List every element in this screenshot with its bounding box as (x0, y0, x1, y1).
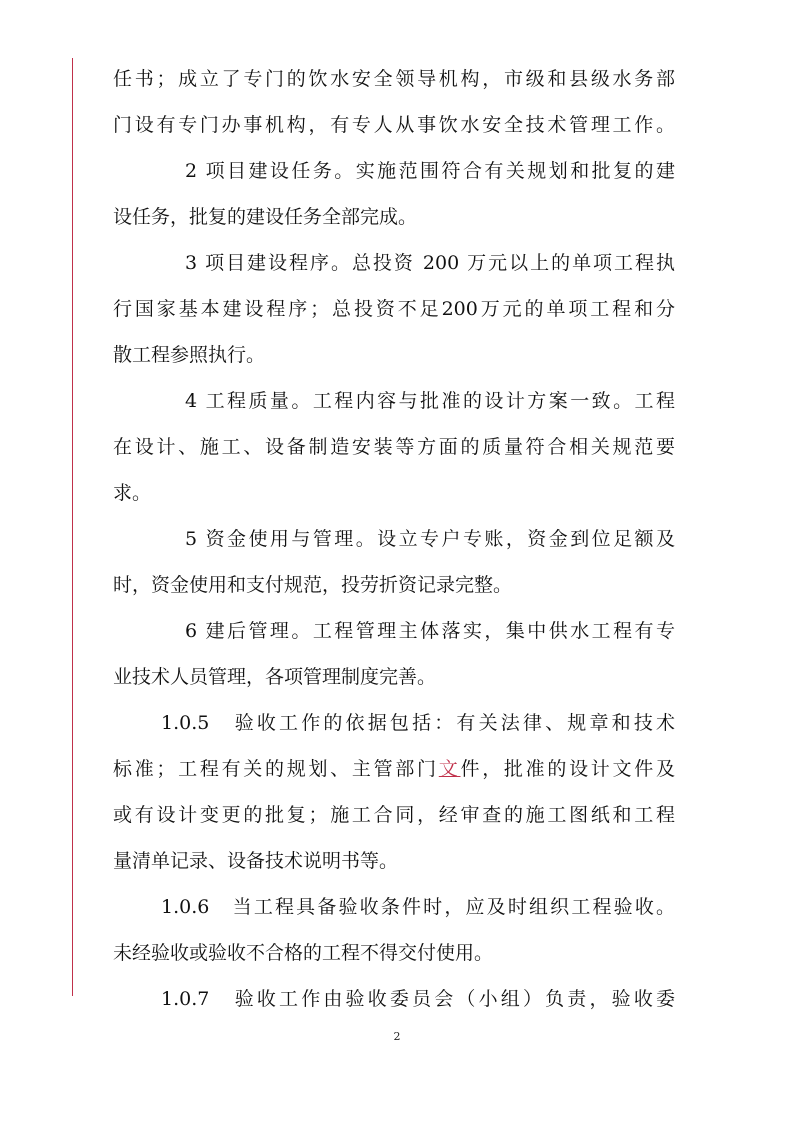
text-line-1: 任书；成立了专门的饮水安全领导机构，市级和县级水务部 (113, 68, 675, 90)
text-line-6: 行国家基本建设程序；总投资不足200万元的单项工程和分 (113, 298, 675, 320)
page-number: 2 (393, 1030, 401, 1043)
text-line-5: 3 项目建设程序。总投资 200 万元以上的单项工程执 (185, 252, 675, 274)
text-line-13: 6 建后管理。工程管理主体落实，集中供水工程有专 (185, 620, 675, 642)
text-line-7: 散工程参照执行。 (113, 344, 266, 366)
text-line-9: 在设计、施工、设备制造安装等方面的质量符合相关规范要 (113, 436, 675, 458)
text-line-3: 2 项目建设任务。实施范围符合有关规划和批复的建 (185, 160, 675, 182)
text-line-2: 门设有专门办事机构，有专人从事饮水安全技术管理工作。 (113, 114, 675, 136)
text-line-20: 未经验收或验收不合格的工程不得交付使用。 (113, 942, 494, 964)
text-line-16 (113, 754, 675, 784)
text-line-14: 业技术人员管理，各项管理制度完善。 (113, 666, 437, 688)
text-line-11: 5 资金使用与管理。设立专户专账，资金到位足额及 (185, 528, 675, 550)
revision-marked-text: 文 (438, 758, 461, 780)
margin-rule (72, 58, 73, 996)
text-line-18: 量清单记录、设备技术说明书等。 (113, 850, 399, 872)
text-line-15: 1.0.5 验收工作的依据包括：有关法律、规章和技术 (161, 712, 675, 734)
text-line-8: 4 工程质量。工程内容与批准的设计方案一致。工程 (185, 390, 675, 412)
text-line-10: 求。 (113, 482, 152, 504)
text-line-16-before: 标准；工程有关的规划、主管部门 (113, 758, 439, 780)
text-line-16-after: 件，批准的设计文件及 (460, 758, 675, 780)
text-line-19: 1.0.6 当工程具备验收条件时，应及时组织工程验收。 (161, 896, 675, 918)
text-line-4: 设任务，批复的建设任务全部完成。 (113, 206, 418, 228)
text-line-21: 1.0.7 验收工作由验收委员会（小组）负责，验收委 (161, 988, 675, 1010)
text-line-17: 或有设计变更的批复；施工合同，经审查的施工图纸和工程 (113, 804, 675, 826)
text-line-12: 时，资金使用和支付规范，投劳折资记录完整。 (113, 574, 513, 596)
